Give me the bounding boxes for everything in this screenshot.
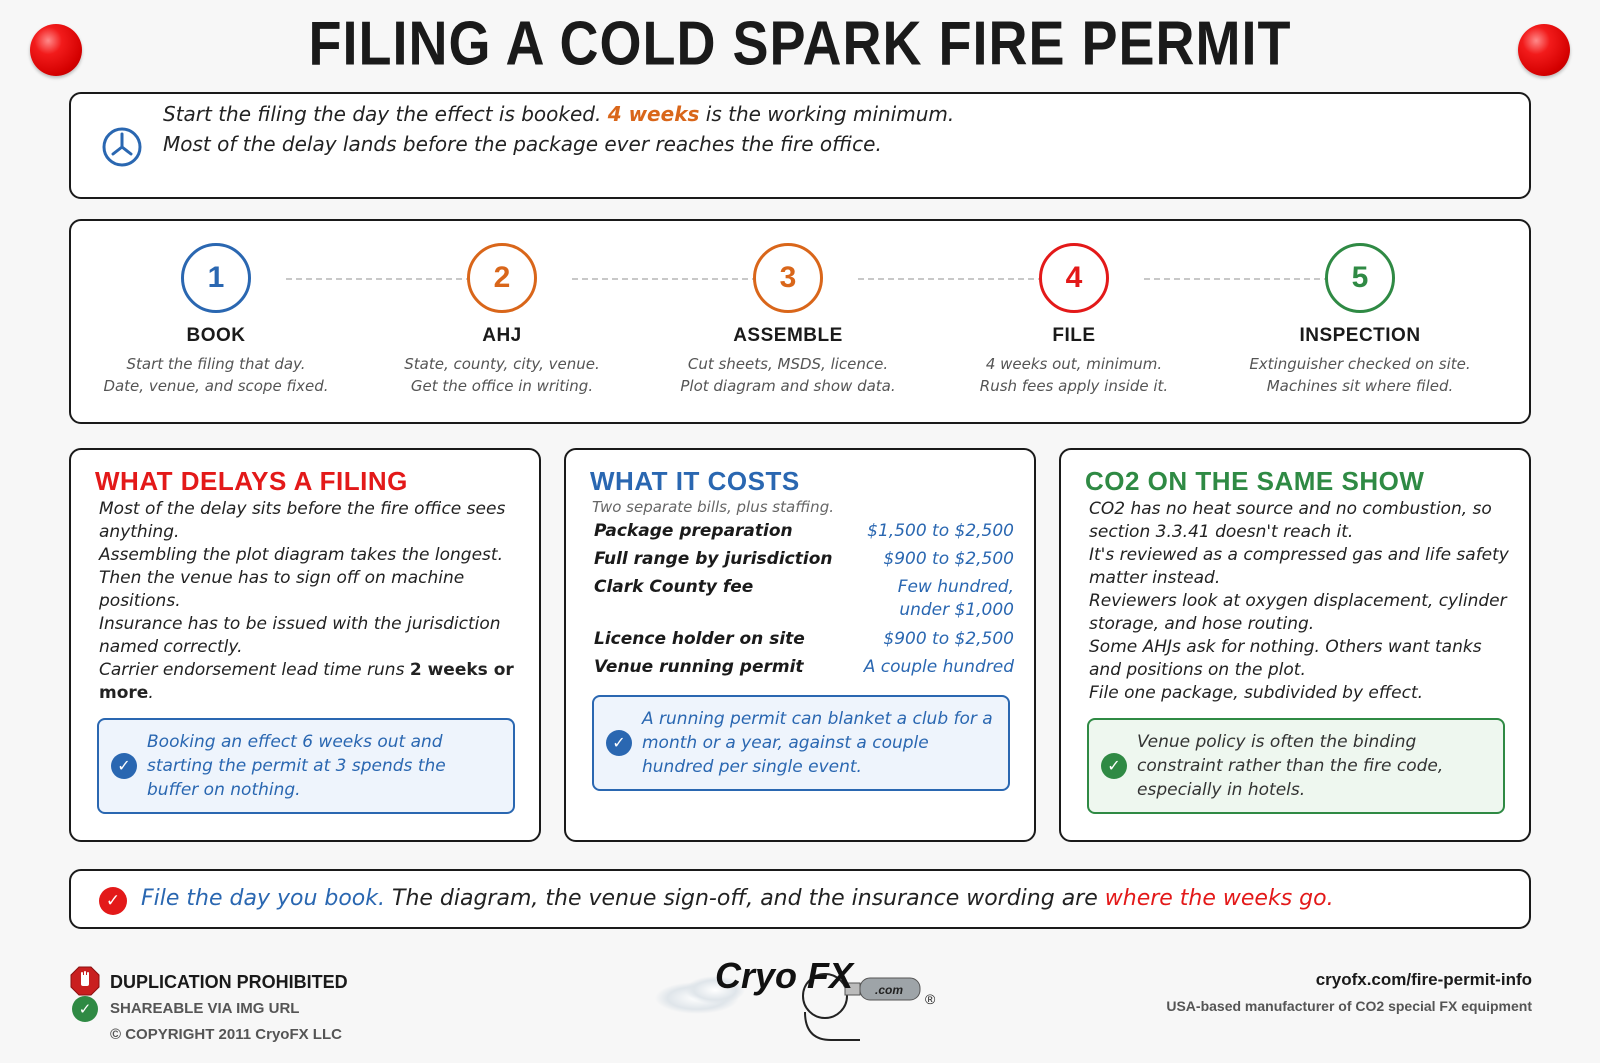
duplication-text: DUPLICATION PROHIBITED (110, 972, 348, 992)
step-desc: 4 weeks out, minimum. Rush fees apply inside it. (979, 355, 1169, 395)
delays-card (69, 448, 541, 842)
step-name: INSPECTION (1299, 325, 1421, 346)
banner-text: File the day you book. The diagram, the venue sign-off, and the insurance wording are where the weeks go. (141, 886, 1334, 911)
logo-text: Cryo FX (715, 955, 854, 996)
check-circle-icon: ✓ (1101, 753, 1127, 779)
footer-tagline: USA-based manufacturer of CO2 special FX equipment (1166, 998, 1532, 1014)
step-number: 5 (1325, 243, 1395, 313)
step-desc: State, county, city, venue. Get the office in writing. (404, 355, 600, 395)
step-number: 2 (467, 243, 537, 313)
step-name: FILE (1052, 325, 1096, 346)
costs-note: ✓ A running permit can blanket a club for a month or a year, against a couple hundred per single event. (592, 695, 1010, 791)
intro-card (69, 92, 1531, 199)
steps-card (69, 219, 1531, 424)
step-desc: Start the filing that day. Date, venue, and scope fixed. (103, 355, 329, 395)
step-name: ASSEMBLE (733, 325, 843, 346)
cryofx-logo (655, 948, 955, 1048)
step-name: AHJ (482, 325, 522, 346)
step-desc: Cut sheets, MSDS, licence. Plot diagram and show data. (680, 355, 896, 395)
copyright-text: © COPYRIGHT 2011 CryoFX LLC (110, 1026, 342, 1043)
co2-body: CO2 has no heat source and no combustion, so section 3.3.41 doesn't reach it. It's reviewed as a compressed gas and life safety matter instead. Reviewers look at oxygen displacement, cylinder storage, and hose routing. Some AHJs ask for nothing. Others want tanks and positions on the plot. File one package, subdivided by effect. (1089, 499, 1509, 703)
delays-title: WHAT DELAYS A FILING (95, 466, 408, 496)
intro-line-2: Most of the delay lands before the package ever reaches the fire office. (163, 132, 882, 156)
clock-icon (101, 126, 143, 168)
check-circle-icon: ✓ (606, 730, 632, 756)
logo-com: .com (875, 983, 904, 997)
step-number: 4 (1039, 243, 1109, 313)
delays-note: ✓ Booking an effect 6 weeks out and starting the permit at 3 spends the buffer on nothing. (97, 718, 515, 814)
step-number: 1 (181, 243, 251, 313)
costs-title: WHAT IT COSTS (590, 466, 800, 496)
stop-hand-icon (70, 966, 100, 996)
intro-highlight: 4 weeks (607, 102, 700, 126)
co2-card (1059, 448, 1531, 842)
share-text: SHAREABLE VIA IMG URL (110, 1000, 300, 1017)
check-circle-icon: ✓ (72, 996, 98, 1022)
check-circle-icon: ✓ (111, 753, 137, 779)
page-title: FILING A COLD SPARK FIRE PERMIT (308, 9, 1292, 79)
summary-banner (69, 869, 1531, 929)
co2-note: ✓ Venue policy is often the binding constraint rather than the fire code, especially in hotels. (1087, 718, 1505, 814)
step-desc: Extinguisher checked on site. Machines sit where filed. (1249, 355, 1471, 395)
check-circle-icon: ✓ (99, 887, 127, 915)
costs-card: WHAT IT COSTS Two separate bills, plus staffing. Package preparation $1,500 to $2,500 Full range by jurisdiction $900 to $2,500 Clark County fee Few hundred, under $1,000 Licence holder on site $900 to $2,500 Venue running permit A couple hundred ✓ A running permit can blanket a club for a month or a year, against a couple hundred per single event. (564, 448, 1036, 842)
co2-title: CO2 ON THE SAME SHOW (1085, 466, 1425, 496)
intro-line-1: Start the filing the day the effect is booked. 4 weeks is the working minimum. (163, 102, 955, 126)
step-name: BOOK (186, 325, 246, 346)
delays-body: Most of the delay sits before the fire office sees anything. Assembling the plot diagram takes the longest. Then the venue has to sign off on machine positions. Insurance has to be issued with the jurisdiction named correctly. Carrier endorsement lead time runs 2 weeks or more. (99, 499, 514, 703)
footer-url[interactable]: cryofx.com/fire-permit-info (1315, 970, 1532, 989)
costs-subtitle: Two separate bills, plus staffing. (592, 498, 834, 516)
logo-registered: ® (925, 991, 936, 1007)
step-number: 3 (753, 243, 823, 313)
